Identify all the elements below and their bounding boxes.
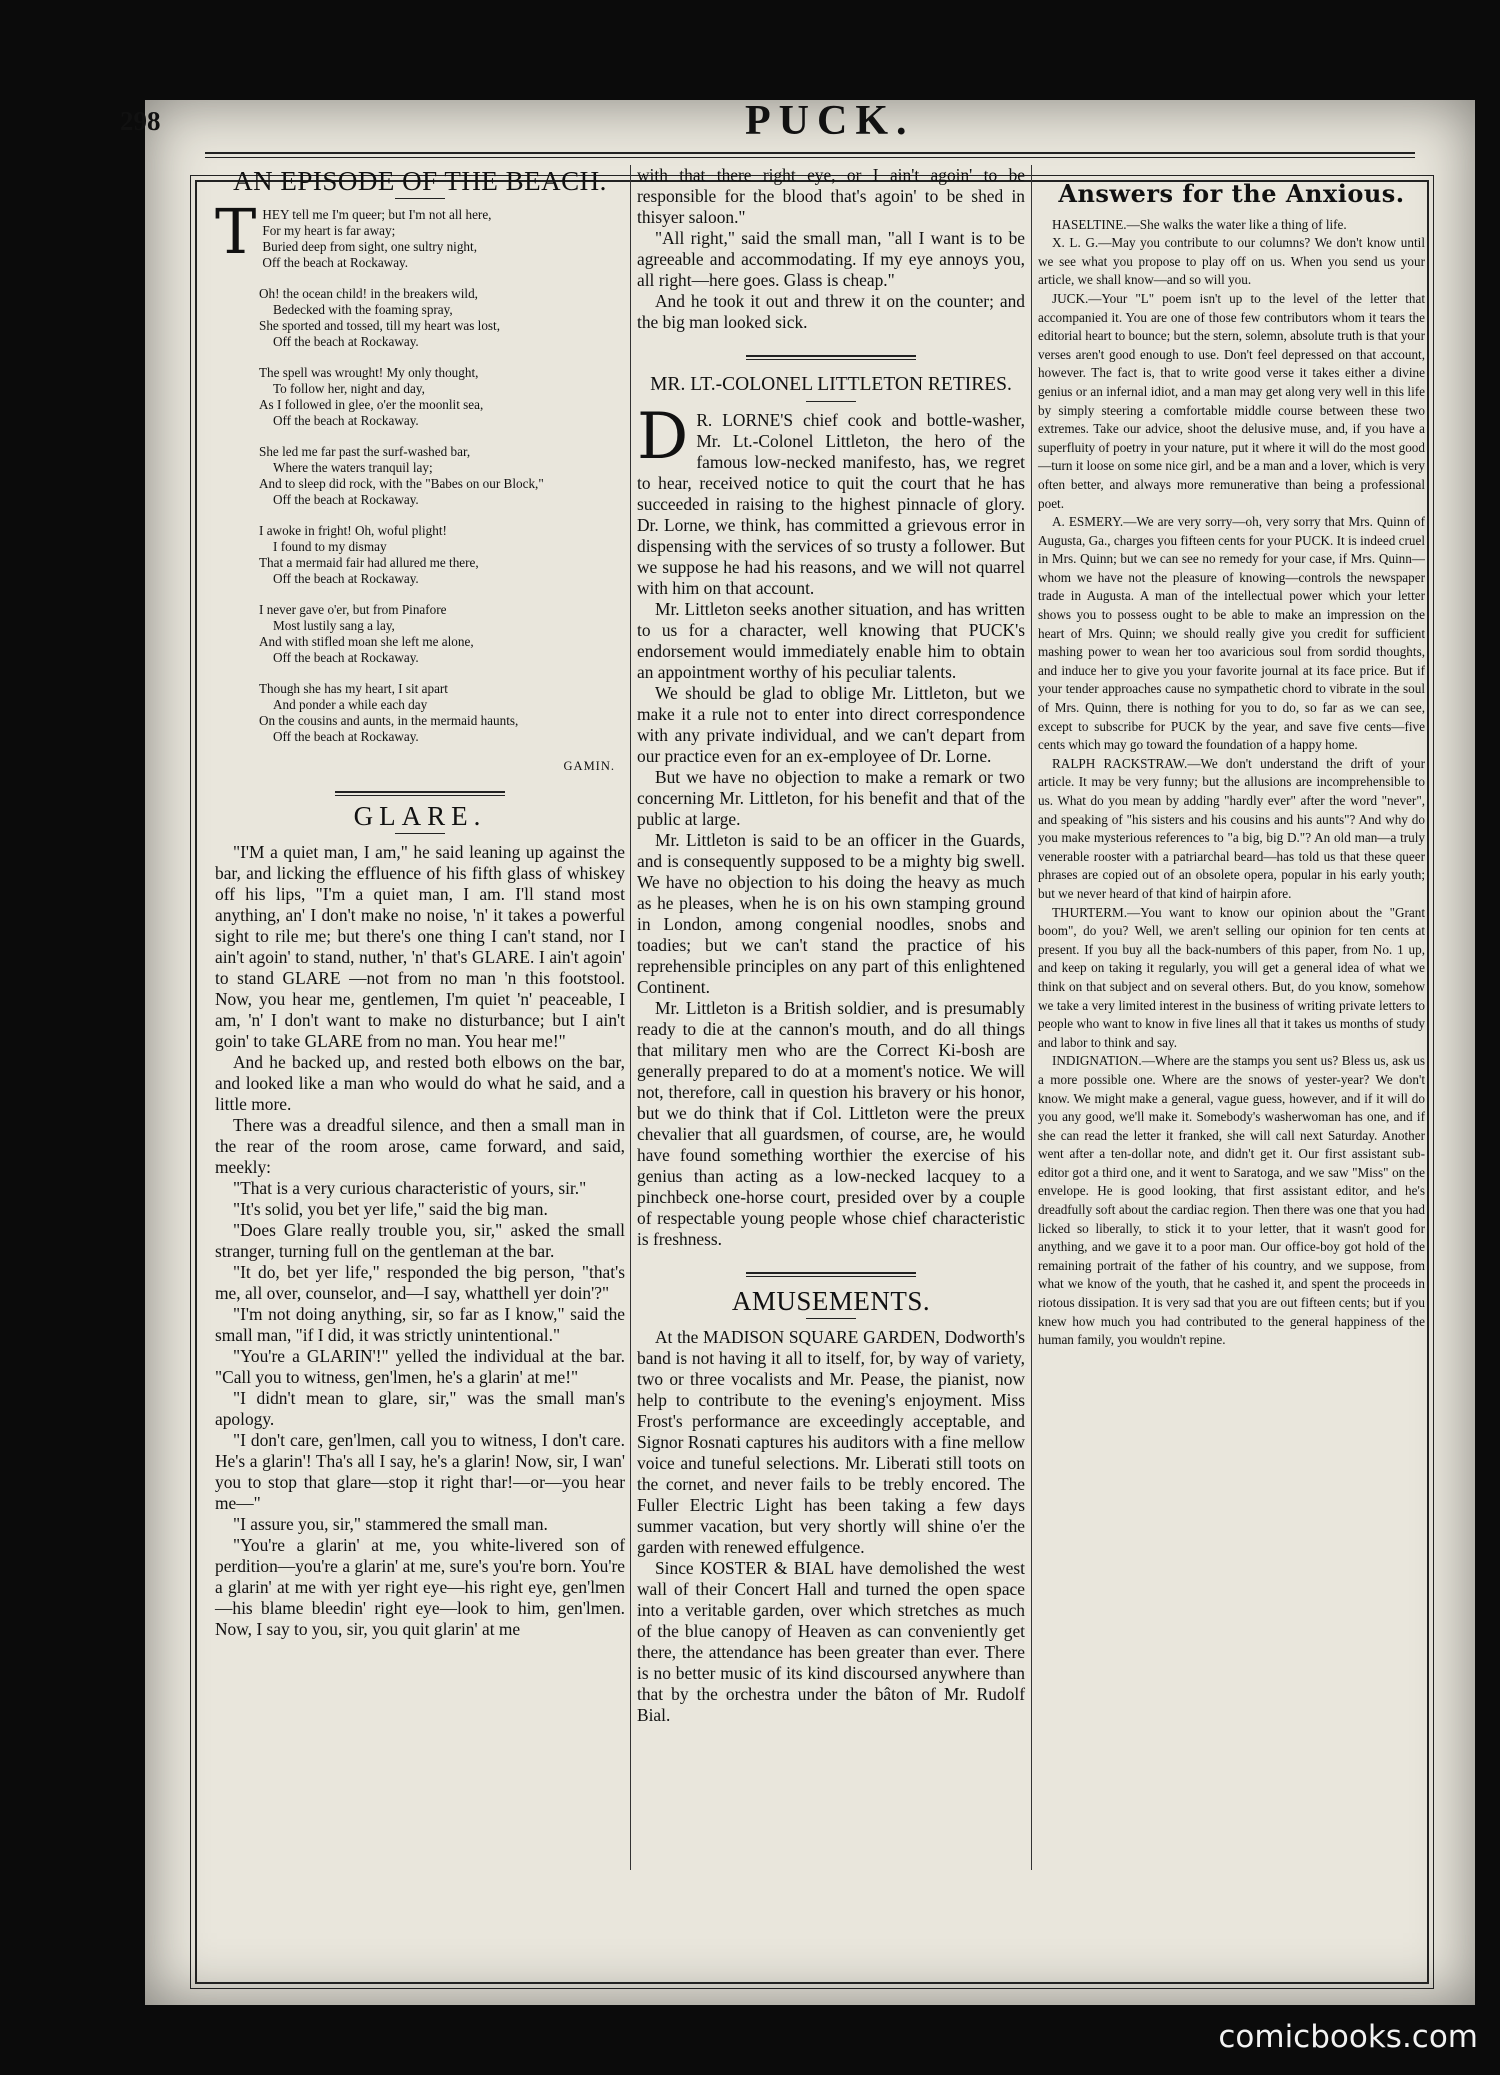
- verse-line: Off the beach at Rockaway.: [273, 334, 419, 349]
- littleton-title: MR. LT.-COLONEL LITTLETON RETIRES.: [650, 374, 1012, 395]
- glare-paragraph: "You're a glarin' at me, you white-livered son of perdition—you're a glarin' at me, sure's you're born. You're a glarin' at me with yer right eye—his right eye, gen'lmen—his blame bleedin' right eye—look to him, gen'lmen. Now, I say to you, sir, you quit glarin' at me: [215, 1535, 625, 1639]
- verse-line: That a mermaid fair had allured me there,: [259, 555, 479, 570]
- glare-paragraph: "Does Glare really trouble you, sir," asked the small stranger, turning full on the gentleman at the bar.: [215, 1220, 625, 1261]
- verse-line: I found to my dismay: [273, 539, 387, 554]
- littleton-text: R. LORNE'S chief cook and bottle-washer, Mr. Lt.-Colonel Littleton, the hero of the famous low-necked manifesto, has, we regret to hear, received notice to quit the court that he has succeeded in raising to the highest pinnacle of glory. Dr. Lorne, we think, has committed a grievous error in dispensing with the services of so trusty a follower. But we suppose he had his reasons, and we will not quarrel with him on that account.: [637, 410, 1025, 598]
- verse-line: Off the beach at Rockaway.: [273, 729, 419, 744]
- amusements-title: AMUSEMENTS.: [731, 1286, 931, 1316]
- littleton-paragraph: We should be glad to oblige Mr. Littleton, but we make it a rule not to enter into direct correspondence with any private individual, and we can't depart from our practice even for an ex-employee of Dr. Lorne.: [637, 683, 1025, 766]
- answer-paragraph: JUCK.—Your "L" poem isn't up to the level of the letter that accompanied it. You are one of those few contributors whom it tears the editorial heart to bounce; but the stern, solemn, absolute truth is that your verses aren't good enough to use. Don't feel depressed on that account, however. The fact is, that to write good verse it takes either a divine genius or an infernal idiot, and a man may get along very well in this life by simply steering a comfortable middle course between these two extremes. Take our advice, shoot the delusive muse, and, if you have a superfluity of poetry in your nature, put it where it will do the most good—turn it loose on some nice girl, and be a man and a lover, which is very often better, and always more remunerative than being a professional poet.: [1038, 290, 1425, 511]
- drop-cap: T: [215, 195, 257, 268]
- verse-line: Off the beach at Rockaway.: [273, 413, 419, 428]
- poem-title: AN EPISODE OF THE BEACH.: [233, 166, 607, 196]
- verse-line: And with stifled moan she left me alone,: [259, 634, 474, 649]
- verse-line: And to sleep did rock, with the "Babes on our Block,": [259, 476, 544, 491]
- glare-continued: "All right," said the small man, "all I want is to be agreeable and accommodating. If my eye annoys you, all right—here goes. Glass is cheap.": [637, 228, 1025, 290]
- verse-line: Off the beach at Rockaway.: [273, 650, 419, 665]
- answer-paragraph: HASELTINE.—She walks the water like a thing of life.: [1052, 216, 1347, 232]
- verse-line: On the cousins and aunts, in the mermaid haunts,: [259, 713, 519, 728]
- answer-paragraph: INDIGNATION.—Where are the stamps you sent us? Bless us, ask us a more possible one. Where are the snows of yester-year? We don't know. We might make a general, vague guess, however, and if it will do you any good, we'll make it. Somebody's washerwoman has one, and if she can read the letter it franked, she will call next Saturday. Another went after a ten-dollar note, and didn't get it. Our first assistant sub-editor got a third one, and it went to Saratoga, and we saw "Miss" on the envelope. He is good looking, that first assistant editor, and he's dreadfully soft about the cardiac region. Then there was one that you had licked so liberally, to stick it to your letter, that it wasn't good for anything, and we gave it to a poor man. Our office-boy got hold of the remaining portrait of the father of his country, and we suppose, from what we know of the youth, that he cashed it, and spent the proceeds in riotous dissipation. It is very sad that you are out fifteen cents; but if you knew how much you had contributed to the general happiness of the human family, you wouldn't repine.: [1038, 1053, 1425, 1348]
- littleton-paragraph: Mr. Littleton is said to be an officer in the Guards, and is consequently supposed to be a mighty big swell. We have no objection to his doing the heavy as much as he pleases, when he is on his own stamping ground in London, among congenial noodles, snobs and toadies; but we can't stand the practice of his reprehensible principles on any part of this enlightened Continent.: [637, 830, 1025, 997]
- littleton-paragraph: But we have no objection to make a remark or two concerning Mr. Littleton, for his benefit and that of the public at large.: [637, 767, 1025, 829]
- stanza-5: [259, 523, 625, 587]
- drop-cap: D: [637, 400, 689, 474]
- title-dash: [806, 401, 856, 402]
- title-dash: [395, 198, 445, 199]
- answers-title: Answers for the Anxious.: [1058, 179, 1405, 208]
- verse-line: Where the waters tranquil lay;: [273, 460, 433, 475]
- section-separator: [746, 1272, 916, 1277]
- littleton-paragraph: Mr. Littleton is a British soldier, and is presumably ready to die at the cannon's mouth, and do all things that military men who are the Correct Ki-bosh are generally prepared to do at a moment's notice. We will not, therefore, call in question his bravery or his honor, but we do think that if Col. Littleton were the preux chevalier that all guardsmen, of course, are, he would have found something worthier the exercise of his genius than acting as a low-necked lacquey to a pinchbeck one-horse court, presided over by a couple of respectable young people whose chief characteristic is freshness.: [637, 998, 1025, 1249]
- glare-continued: And he took it out and threw it on the counter; and the big man looked sick.: [637, 291, 1025, 332]
- stanza-2: [259, 286, 625, 350]
- title-dash: [395, 833, 445, 834]
- verse-line: Though she has my heart, I sit apart: [259, 681, 448, 696]
- answer-paragraph: RALPH RACKSTRAW.—We don't understand the drift of your article. It may be very funny; but the allusions are incomprehensible to us. What do you mean by adding "hardly ever" after the word "never", and speaking of "his sisters and his cousins and his aunts"? And why do you make mysterious references to "a big, big D."? An old man—a truly venerable rooster with a patriarchal beard—has told us that these queer phrases are copied out of an obsolete opera, popular in his early youth; but we never heard of that kind of hairpin afore.: [1038, 755, 1425, 901]
- column-3: [1038, 165, 1425, 1350]
- column-1: [215, 165, 625, 1640]
- glare-paragraph: "I don't care, gen'lmen, call you to witness, I don't care. He's a glarin'! Tha's all I say, he's a glarin! Now, sir, I wan' you to stop that glare—stop it right thar!—or—you hear me—": [215, 1430, 625, 1513]
- verse-line: She led me far past the surf-washed bar,: [259, 444, 471, 459]
- verse-line: And ponder a while each day: [273, 697, 428, 712]
- verse-line: I never gave o'er, but from Pinafore: [259, 602, 447, 617]
- site-watermark: comicbooks.com: [1218, 2019, 1478, 2055]
- glare-paragraph: "That is a very curious characteristic of yours, sir.": [233, 1178, 587, 1198]
- littleton-paragraph: [637, 400, 1025, 599]
- poem-signature: GAMIN.: [563, 759, 615, 773]
- glare-continued: with that there right eye, or I ain't agoin' to be responsible for the blood that's agoin' to be shed in thisyer saloon.": [637, 165, 1025, 227]
- amusements-paragraph: At the MADISON SQUARE GARDEN, Dodworth's band is not having it all to itself, for, by way of variety, two or three vocalists and Mr. Pease, the pianist, now help to contribute to the evening's enjoyment. Miss Frost's performance are exceedingly acceptable, and Signor Rosnati captures his auditors with a fine mellow voice and tuneful selections. Mr. Liberati still toots on the cornet, and never fails to be trebly encored. The Fuller Electric Light has been taking a few days summer vacation, but very shortly will shine o'er the garden with renewed effulgence.: [637, 1327, 1025, 1557]
- verse-line: Buried deep from sight, one sultry night,: [262, 239, 477, 254]
- verse-line: The spell was wrought! My only thought,: [259, 365, 479, 380]
- verse-line: For my heart is far away;: [262, 223, 396, 238]
- section-separator: [335, 791, 505, 796]
- littleton-paragraph: Mr. Littleton seeks another situation, and has written to us for a character, well knowing that PUCK's endorsement would immediately enable him to obtain an appointment worthy of his peculiar talents.: [637, 599, 1025, 682]
- verse-line: She sported and tossed, till my heart was lost,: [259, 318, 501, 333]
- masthead: PUCK.: [745, 98, 915, 144]
- column-divider: [630, 165, 631, 1870]
- page-number: 298: [120, 106, 161, 136]
- stanza-1: [215, 195, 625, 271]
- section-separator: [746, 355, 916, 360]
- glare-paragraph: "It's solid, you bet yer life," said the big man.: [233, 1199, 548, 1219]
- glare-title: GLARE.: [353, 801, 487, 831]
- glare-paragraph: "You're a GLARIN'!" yelled the individual at the bar. "Call you to witness, gen'lmen, he's a glarin' at me!": [215, 1346, 625, 1387]
- verse-line: Most lustily sang a lay,: [273, 618, 395, 633]
- verse-line: Off the beach at Rockaway.: [273, 571, 419, 586]
- verse-line: To follow her, night and day,: [273, 381, 425, 396]
- verse-line: As I followed in glee, o'er the moonlit sea,: [259, 397, 484, 412]
- glare-paragraph: There was a dreadful silence, and then a small man in the rear of the room arose, came forward, and said, meekly:: [215, 1115, 625, 1177]
- stanza-7: [259, 681, 625, 745]
- glare-paragraph: "I'M a quiet man, I am," he said leaning up against the bar, and licking the effluence of his fifth glass of whiskey off his lips, "I'm a quiet man, I am. I'll stand most anything, an' I don't make no noise, 'n' it takes a powerful sight to rile me; but there's one thing I can't stand, nor I ain't agoin' to stand, nuther, 'n' that's GLARE. I ain't agoin' to stand GLARE —not from no man 'n this footstool. Now, you hear me, gentlemen, I'm quiet 'n' peaceable, I am, 'n' I don't want to make no disturbance; but I ain't goin' to take GLARE from no man. You hear me!": [215, 842, 625, 1051]
- answer-paragraph: A. ESMERY.—We are very sorry—oh, very sorry that Mrs. Quinn of Augusta, Ga., charges you fifteen cents for your PUCK. It is indeed cruel in Mrs. Quinn; but we can see no remedy for your case, if Mrs. Quinn—whom we have not the pleasure of knowing—controls the newspaper trade in Augusta. A man of the intellectual power which your letter shows you to possess ought to be able to make an impression on the heart of Mrs. Quinn; we should really give you credit for sufficient mashing power to wean her too avaricious soul from sordid thoughts, and induce her to give you your favorite journal at its face price. But if your tender approaches cause no sympathetic chord to vibrate in the soul of Mrs. Quinn, there is nothing for you to do, so far as we can see, except to subscribe for PUCK by the year, and save five cents—five cents which may go toward the foundation of a happy home.: [1038, 514, 1425, 753]
- stanza-4: [259, 444, 625, 508]
- amusements-paragraph: Since KOSTER & BIAL have demolished the west wall of their Concert Hall and turned the open space into a veritable garden, over which stretches as much of the blue canopy of Heaven as can conveniently get there, the attendance has been greater than ever. There is no better music of its kind discoursed anywhere than that by the orchestra under the bâton of Mr. Rudolf Bial.: [637, 1558, 1025, 1725]
- column-divider: [1031, 165, 1032, 1870]
- stanza-6: [259, 602, 625, 666]
- answer-paragraph: X. L. G.—May you contribute to our columns? We don't know until we see what you propose to play off on us. When you send us your article, we shall know—and so will you.: [1038, 235, 1425, 288]
- verse-line: HEY tell me I'm queer; but I'm not all here,: [262, 207, 492, 222]
- verse-line: Oh! the ocean child! in the breakers wild,: [259, 286, 478, 301]
- column-2: [637, 165, 1025, 1726]
- glare-paragraph: "It do, bet yer life," responded the big person, "that's me, all over, counselor, and—I say, whatthell yer doin'?": [215, 1262, 625, 1303]
- glare-paragraph: "I'm not doing anything, sir, so far as I know," said the small man, "if I did, it was strictly unintentional.": [215, 1304, 625, 1345]
- answer-paragraph: THURTERM.—You want to know our opinion about the "Grant boom", do you? Well, we aren't selling our opinion for ten cents at present. If you buy all the back-numbers of this paper, from No. 1 up, and keep on taking it regularly, you will get a general idea of what we think on that subject and on several others. But, do you know, somehow we take a very limited interest in the business of writing private letters to people who want to know in five lines all that it takes us months of study and labor to think and say.: [1038, 904, 1425, 1050]
- title-dash: [806, 1318, 856, 1319]
- glare-paragraph: "I didn't mean to glare, sir," was the small man's apology.: [215, 1388, 625, 1429]
- verse-line: Off the beach at Rockaway.: [262, 255, 409, 270]
- glare-paragraph: And he backed up, and rested both elbows on the bar, and looked like a man who would do what he said, and a little more.: [215, 1052, 625, 1114]
- header-rule: [205, 152, 1415, 158]
- verse-line: Bedecked with the foaming spray,: [273, 302, 453, 317]
- verse-line: I awoke in fright! Oh, woful plight!: [259, 523, 447, 538]
- glare-paragraph: "I assure you, sir," stammered the small man.: [233, 1514, 548, 1534]
- verse-line: Off the beach at Rockaway.: [273, 492, 419, 507]
- stanza-3: [259, 365, 625, 429]
